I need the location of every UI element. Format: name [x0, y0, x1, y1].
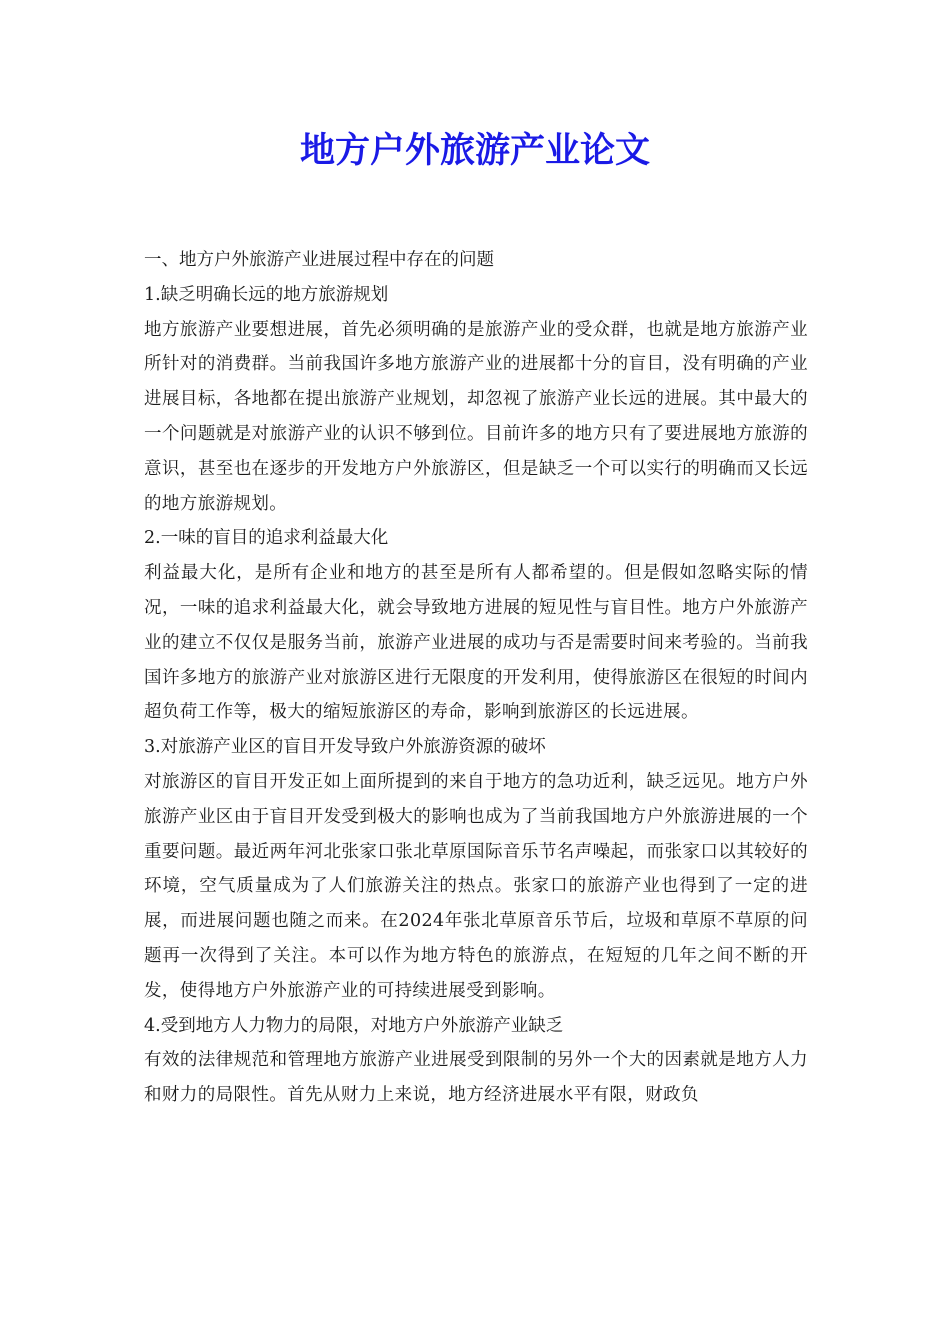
subsection-4-paragraph: 有效的法律规范和管理地方旅游产业进展受到限制的另外一个大的因素就是地方人力和财力的局限性。首先从财力上来说，地方经济进展水平有限，财政负: [144, 1050, 808, 1106]
subsection-3-paragraph: 对旅游区的盲目开发正如上面所提到的来自于地方的急功近利，缺乏远见。地方户外旅游产业区由于盲目开发受到极大的影响也成为了当前我国地方户外旅游进展的一个重要问题。最近两年河北张家口张北草原国际音乐节名声噪起，而张家口以其较好的环境，空气质量成为了人们旅游关注的热点。张家口的旅游产业也得到了一定的进展，而进展问题也随之而来。在2024年张北草原音乐节后，垃圾和草原不草原的问题再一次得到了关注。本可以作为地方特色的旅游点，在短短的几年之间不断的开发，使得地方户外旅游产业的可持续进展受到影响。: [144, 771, 808, 1001]
subsection-3-heading: 3.对旅游产业区的盲目开发导致户外旅游资源的破坏: [144, 737, 546, 758]
subsection-1-heading: 1.缺乏明确长远的地方旅游规划: [144, 284, 389, 305]
subsection-4-heading: 4.受到地方人力物力的局限，对地方户外旅游产业缺乏: [144, 1015, 564, 1036]
subsection-2-paragraph: 利益最大化，是所有企业和地方的甚至是所有人都希望的。但是假如忽略实际的情况，一味的追求利益最大化，就会导致地方进展的短见性与盲目性。地方户外旅游产业的建立不仅仅是服务当前，旅游产业进展的成功与否是需要时间来考验的。当前我国许多地方的旅游产业对旅游区进行无限度的开发利用，使得旅游区在很短的时间内超负荷工作等，极大的缩短旅游区的寿命，影响到旅游区的长远进展。: [144, 563, 808, 723]
subsection-2-heading: 2.一味的盲目的追求利益最大化: [144, 528, 389, 549]
section-heading: 一、地方户外旅游产业进展过程中存在的问题: [144, 250, 494, 270]
document-body: [144, 243, 808, 1113]
document-title: 地方户外旅游产业论文: [299, 131, 650, 171]
subsection-1-paragraph: 地方旅游产业要想进展，首先必须明确的是旅游产业的受众群，也就是地方旅游产业所针对的消费群。当前我国许多地方旅游产业的进展都十分的盲目，没有明确的产业进展目标，各地都在提出旅游产业规划，却忽视了旅游产业长远的进展。其中最大的一个问题就是对旅游产业的认识不够到位。目前许多的地方只有了要进展地方旅游的意识，甚至也在逐步的开发地方户外旅游区，但是缺乏一个可以实行的明确而又长远的地方旅游规划。: [144, 319, 808, 514]
